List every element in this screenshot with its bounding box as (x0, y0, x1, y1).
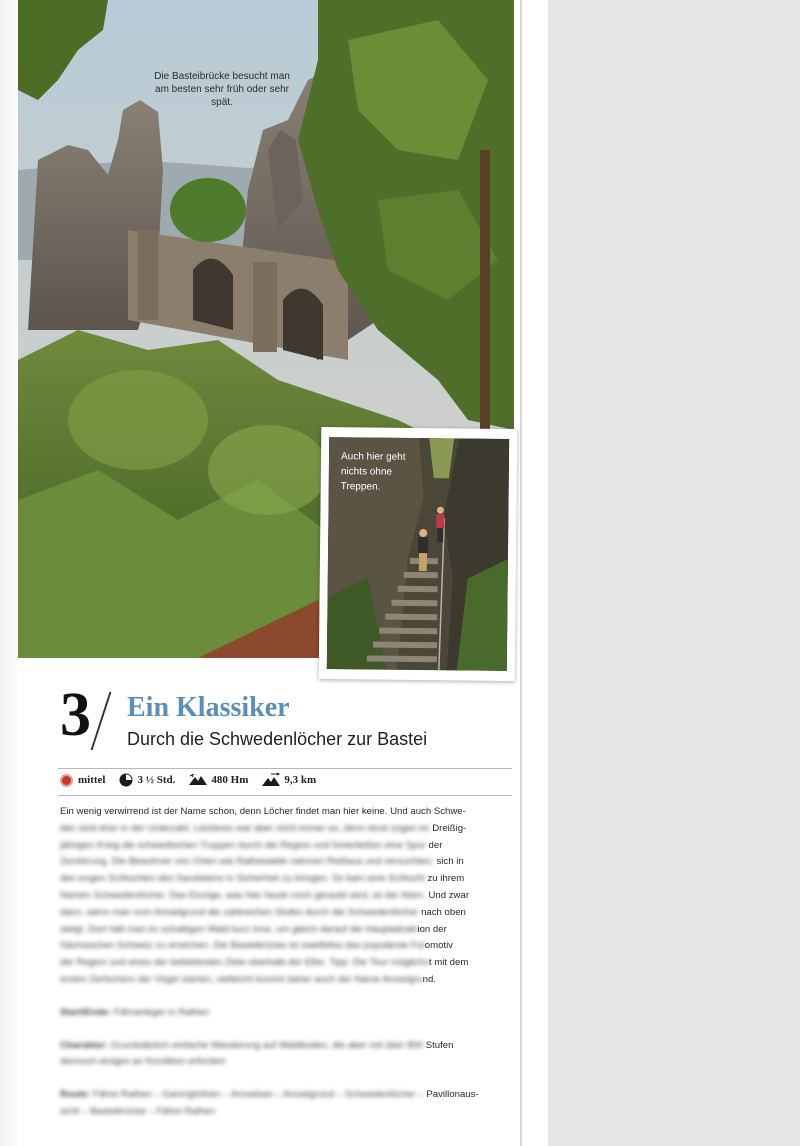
stairs-photo-image (327, 437, 509, 671)
inset-caption: Auch hier geht nichts ohne Treppen. (340, 451, 406, 493)
character-label: Charakter: (60, 1039, 108, 1051)
stats-bottom-rule (58, 795, 512, 796)
mountain-distance-icon (262, 773, 280, 787)
tour-number: 3 (60, 681, 91, 749)
character-visible-text: Stufen (425, 1039, 454, 1051)
route-line-2: sicht – Basteibrücke – Fähre Rathen (60, 1105, 216, 1117)
character-paragraph (60, 1038, 512, 1072)
difficulty-value: mittel (78, 774, 106, 786)
body-line-5: den engen Schluchten des Sandsteins in Sicherheit zu bringen. So kam eine Schlucht zu ihrem (60, 873, 465, 885)
stat-difficulty (60, 774, 105, 787)
route-text: Fähre Rathen – Gamrighöhen – Amselsee – Amselgrund – Schwedenlöcher – (93, 1089, 424, 1101)
clock-icon (119, 773, 133, 787)
body-line-1: Ein wenig verwirrend ist der Name schon, denn Löcher findet man hier keine. Und auch Schwe- (60, 806, 466, 817)
start-end-text: Fähranleger in Rathen (113, 1006, 210, 1018)
character-text: Grundsätzlich einfache Wanderung auf Waldboden, die aber mit über 800 (110, 1039, 424, 1051)
mountain-icon (189, 774, 207, 786)
start-end-paragraph (60, 1005, 512, 1022)
intro-paragraph (60, 804, 512, 989)
route-label: Route: (60, 1089, 91, 1101)
body-line-2: den sind eher in der Unterzahl. Letzteres war aber nicht immer so, denn einst zogen im Dreißig- (60, 822, 467, 834)
page-gutter-shadow (0, 0, 20, 1146)
difficulty-badge-icon (60, 774, 73, 787)
tour-title: Ein Klassiker (127, 692, 290, 723)
number-slash-divider (91, 692, 112, 750)
route-paragraph (60, 1087, 512, 1121)
body-line-6: Namen Schwedenlöcher. Das Einzige, was hier heute noch geraubt wird, ist der Atem. Und zwar (60, 889, 470, 901)
body-line-10: der Region und eines der beliebtesten Ziele oberhalb der Elbe. Tipp: Die Tour möglichst mit dem (60, 957, 469, 969)
stat-duration (119, 773, 175, 787)
stairs-inset-photo (319, 427, 518, 681)
route-visible-text: Pavillonaus- (426, 1089, 479, 1101)
duration-value: 3 ½ Std. (137, 774, 176, 786)
tour-description (60, 804, 512, 1137)
body-line-8: steigt. Dort hält man im schattigen Wald kurz inne, um gleich darauf die Hauptattraktion der (60, 923, 447, 935)
stats-top-rule (58, 768, 512, 769)
stat-elevation (189, 774, 248, 786)
character-line-2: dennoch einiges an Kondition erfordert. (60, 1056, 228, 1068)
body-line-9: Sächsischen Schweiz zu erreichen. Die Basteibrücke ist zweifellos das populärste Fotomotiv (60, 940, 454, 952)
elevation-value: 480 Hm (211, 774, 249, 786)
distance-value: 9,3 km (284, 774, 317, 786)
body-line-7: dann, wenn man vom Amselgrund die zahlreichen Stufen durch die Schwedenlöcher nach oben (60, 906, 466, 918)
body-line-4: Zerstörung. Die Bewohner von Orten wie Rathewalde nahmen Reißaus und versuchten, sich in (60, 856, 464, 868)
body-line-11: ersten Zerfschern der Vögel starten, vielleicht kommt daher auch der Name Amselgrund. (60, 973, 436, 985)
tour-stats-bar (60, 772, 330, 788)
hero-caption: Die Basteibrücke besucht man am besten sehr früh oder sehr spät. (154, 71, 290, 108)
body-line-3: jährigen Krieg die schwedischen Truppen durch die Region und hinterließen eine Spur der (60, 839, 443, 851)
page-edge-line (520, 0, 522, 1146)
stat-distance (262, 773, 316, 787)
start-end-label: Start/Ende: (60, 1006, 112, 1018)
tour-subtitle: Durch die Schwedenlöcher zur Bastei (127, 729, 428, 749)
